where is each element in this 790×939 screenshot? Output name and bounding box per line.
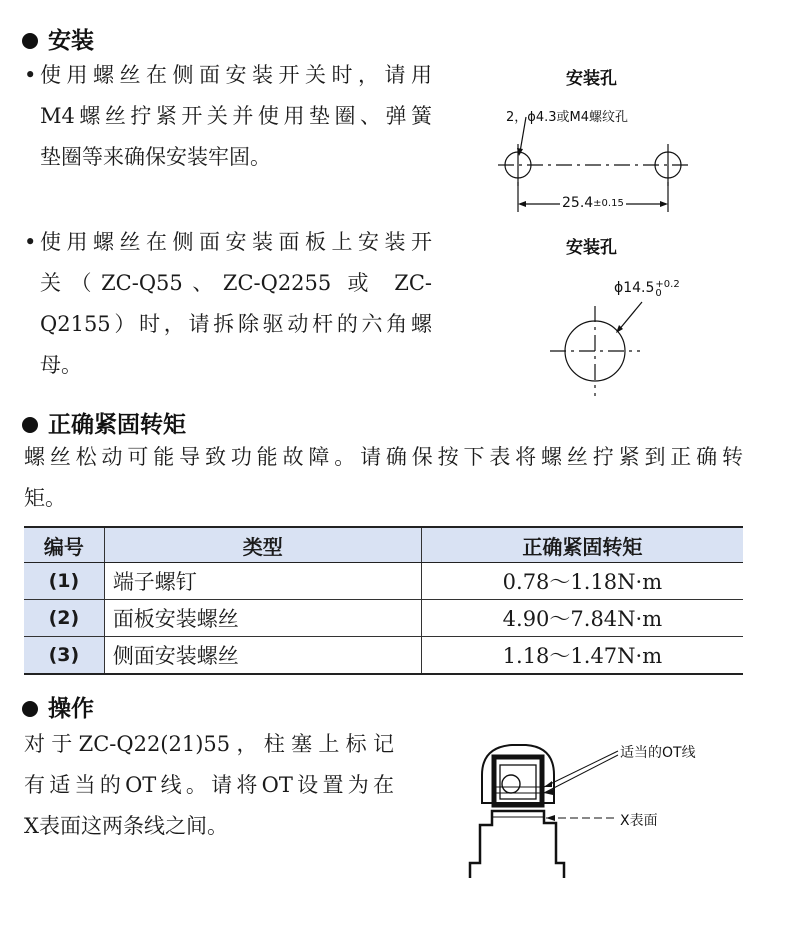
torque-table	[24, 526, 743, 675]
table-header-row	[24, 527, 743, 563]
text-line: 使用螺丝在侧面安装面板上安装开	[40, 230, 432, 254]
figure1-dimension	[560, 195, 626, 211]
table-row	[24, 563, 743, 600]
section-heading-torque	[22, 406, 186, 439]
text-line: M4螺丝拧紧开关并使用垫圈、弹簧	[40, 104, 432, 128]
tolerance-lower: 0	[655, 288, 662, 299]
row-torque: 0.78～1.18N·m	[421, 563, 743, 600]
plunger-ot-label: 适当的OT线	[620, 745, 696, 761]
diameter-value: ϕ14.5	[614, 280, 655, 296]
table-row	[24, 600, 743, 637]
install-bullet-1	[24, 55, 432, 178]
figure2-hole-diagram	[545, 290, 675, 410]
row-number: (2)	[24, 600, 104, 637]
section-heading-operation	[22, 690, 94, 723]
header-torque: 正确紧固转矩	[421, 527, 743, 563]
text-line: 垫圈等来确保安装牢固。	[40, 145, 271, 169]
text-line: 矩。	[24, 486, 66, 510]
heading-bullet-icon	[22, 417, 38, 433]
row-torque: 1.18～1.47N·m	[421, 637, 743, 675]
heading-bullet-icon	[22, 701, 38, 717]
row-torque: 4.90～7.84N·m	[421, 600, 743, 637]
text-line: Q2155）时，请拆除驱动杆的六角螺	[40, 312, 432, 336]
plunger-x-label: X表面	[620, 813, 658, 829]
section-title-install: 安装	[48, 28, 94, 54]
tolerance-upper: +0.2	[655, 279, 680, 290]
text-line: 螺丝松动可能导致功能故障。请确保按下表将螺丝拧紧到正确转	[24, 445, 743, 469]
row-number: (3)	[24, 637, 104, 675]
text-line: X表面这两条线之间。	[24, 814, 228, 838]
heading-bullet-icon	[22, 33, 38, 49]
text-line: 母。	[40, 353, 82, 377]
list-bullet-icon: •	[24, 230, 37, 254]
figure2-title: 安装孔	[566, 238, 617, 258]
section-heading-install	[22, 22, 94, 55]
row-type: 侧面安装螺丝	[104, 637, 421, 675]
section-title-operation: 操作	[48, 696, 94, 722]
text-line: 关（ZC-Q55、ZC-Q2255 或 ZC-	[40, 271, 432, 295]
list-bullet-icon: •	[24, 63, 37, 87]
section-title-torque: 正确紧固转矩	[48, 412, 186, 438]
dimension-value: 25.4	[562, 195, 594, 211]
figure1-hole-note: 2，ϕ4.3或M4螺纹孔	[506, 110, 629, 125]
header-number: 编号	[24, 527, 104, 563]
operation-text	[24, 724, 394, 847]
torque-intro	[24, 437, 743, 519]
header-type: 类型	[104, 527, 421, 563]
text-line: 使用螺丝在侧面安装开关时，请用	[40, 63, 432, 87]
install-bullet-2	[24, 222, 432, 386]
table-row	[24, 637, 743, 675]
row-type: 面板安装螺丝	[104, 600, 421, 637]
text-line: 对于ZC-Q22(21)55，柱塞上标记	[24, 732, 394, 756]
text-line: 有适当的OT线。请将OT设置为在	[24, 773, 394, 797]
row-type: 端子螺钉	[104, 563, 421, 600]
dimension-tolerance: ±0.15	[593, 198, 624, 209]
row-number: (1)	[24, 563, 104, 600]
figure1-title: 安装孔	[566, 69, 617, 89]
